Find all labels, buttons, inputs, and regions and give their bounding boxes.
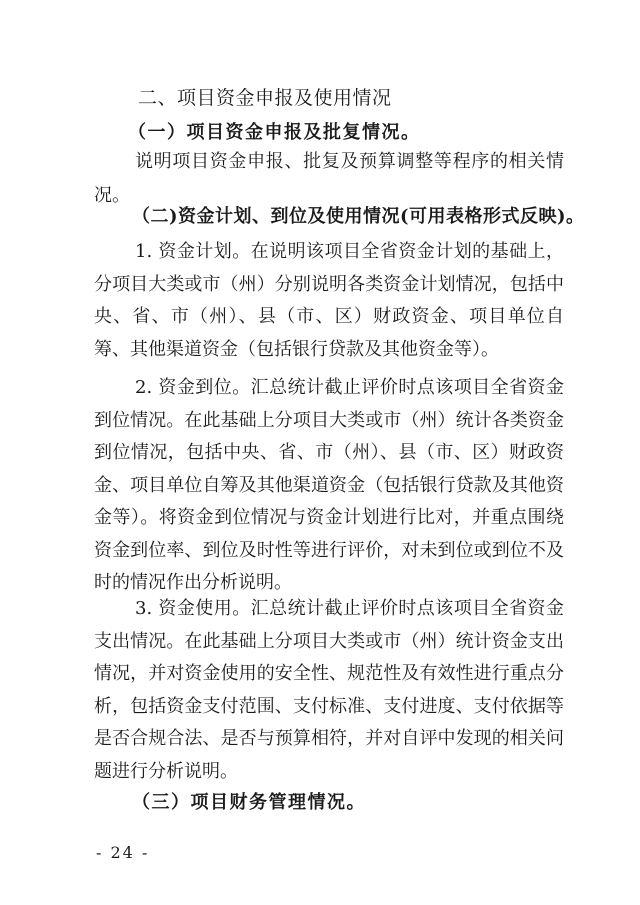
subsection-title-2: （二)资金计划、到位及使用情况(可用表格形式反映)。 (132, 206, 585, 227)
subsection-title-3: （三）项目财务管理情况。 (132, 792, 366, 813)
paragraph-fund-plan: 1. 资金计划。在说明该项目全省资金计划的基础上，分项目大类或市（州）分别说明各类资金计划情况，包括中央、省、市（州）、县（市、区）财政资金、项目单位自筹、其他渠道资金（包括银行贷款及其他资金等）。 (94, 241, 564, 360)
section-heading: 二、项目资金申报及使用情况 (138, 87, 392, 109)
paragraph-application: 说明项目资金申报、批复及预算调整等程序的相关情况。 (94, 151, 564, 206)
paragraph-fund-arrival: 2. 资金到位。汇总统计截止评价时点该项目全省资金到位情况。在此基础上分项目大类或市（州）统计各类资金到位情况，包括中央、省、市（州）、县（市、区）财政资金、项目单位自筹及其他渠道资金（包括银行贷款及其他资金等）。将资金到位情况与资金计划进行比对，并重点围绕资金到位率、到位及时性等进行评价，对未到位或到位不及时的情况作出分析说明。 (94, 377, 564, 593)
subsection-title-1: （一）项目资金申报及批复情况。 (128, 122, 421, 143)
page-number: - 24 - (96, 843, 150, 862)
paragraph-fund-use: 3. 资金使用。汇总统计截止评价时点该项目全省资金支出情况。在此基础上分项目大类或市（州）统计资金支出情况，并对资金使用的安全性、规范性及有效性进行重点分析，包括资金支付范围、支付标准、支付进度、支付依据等是否合规合法、是否与预算相符，并对自评中发现的相关问题进行分析说明。 (94, 598, 564, 782)
